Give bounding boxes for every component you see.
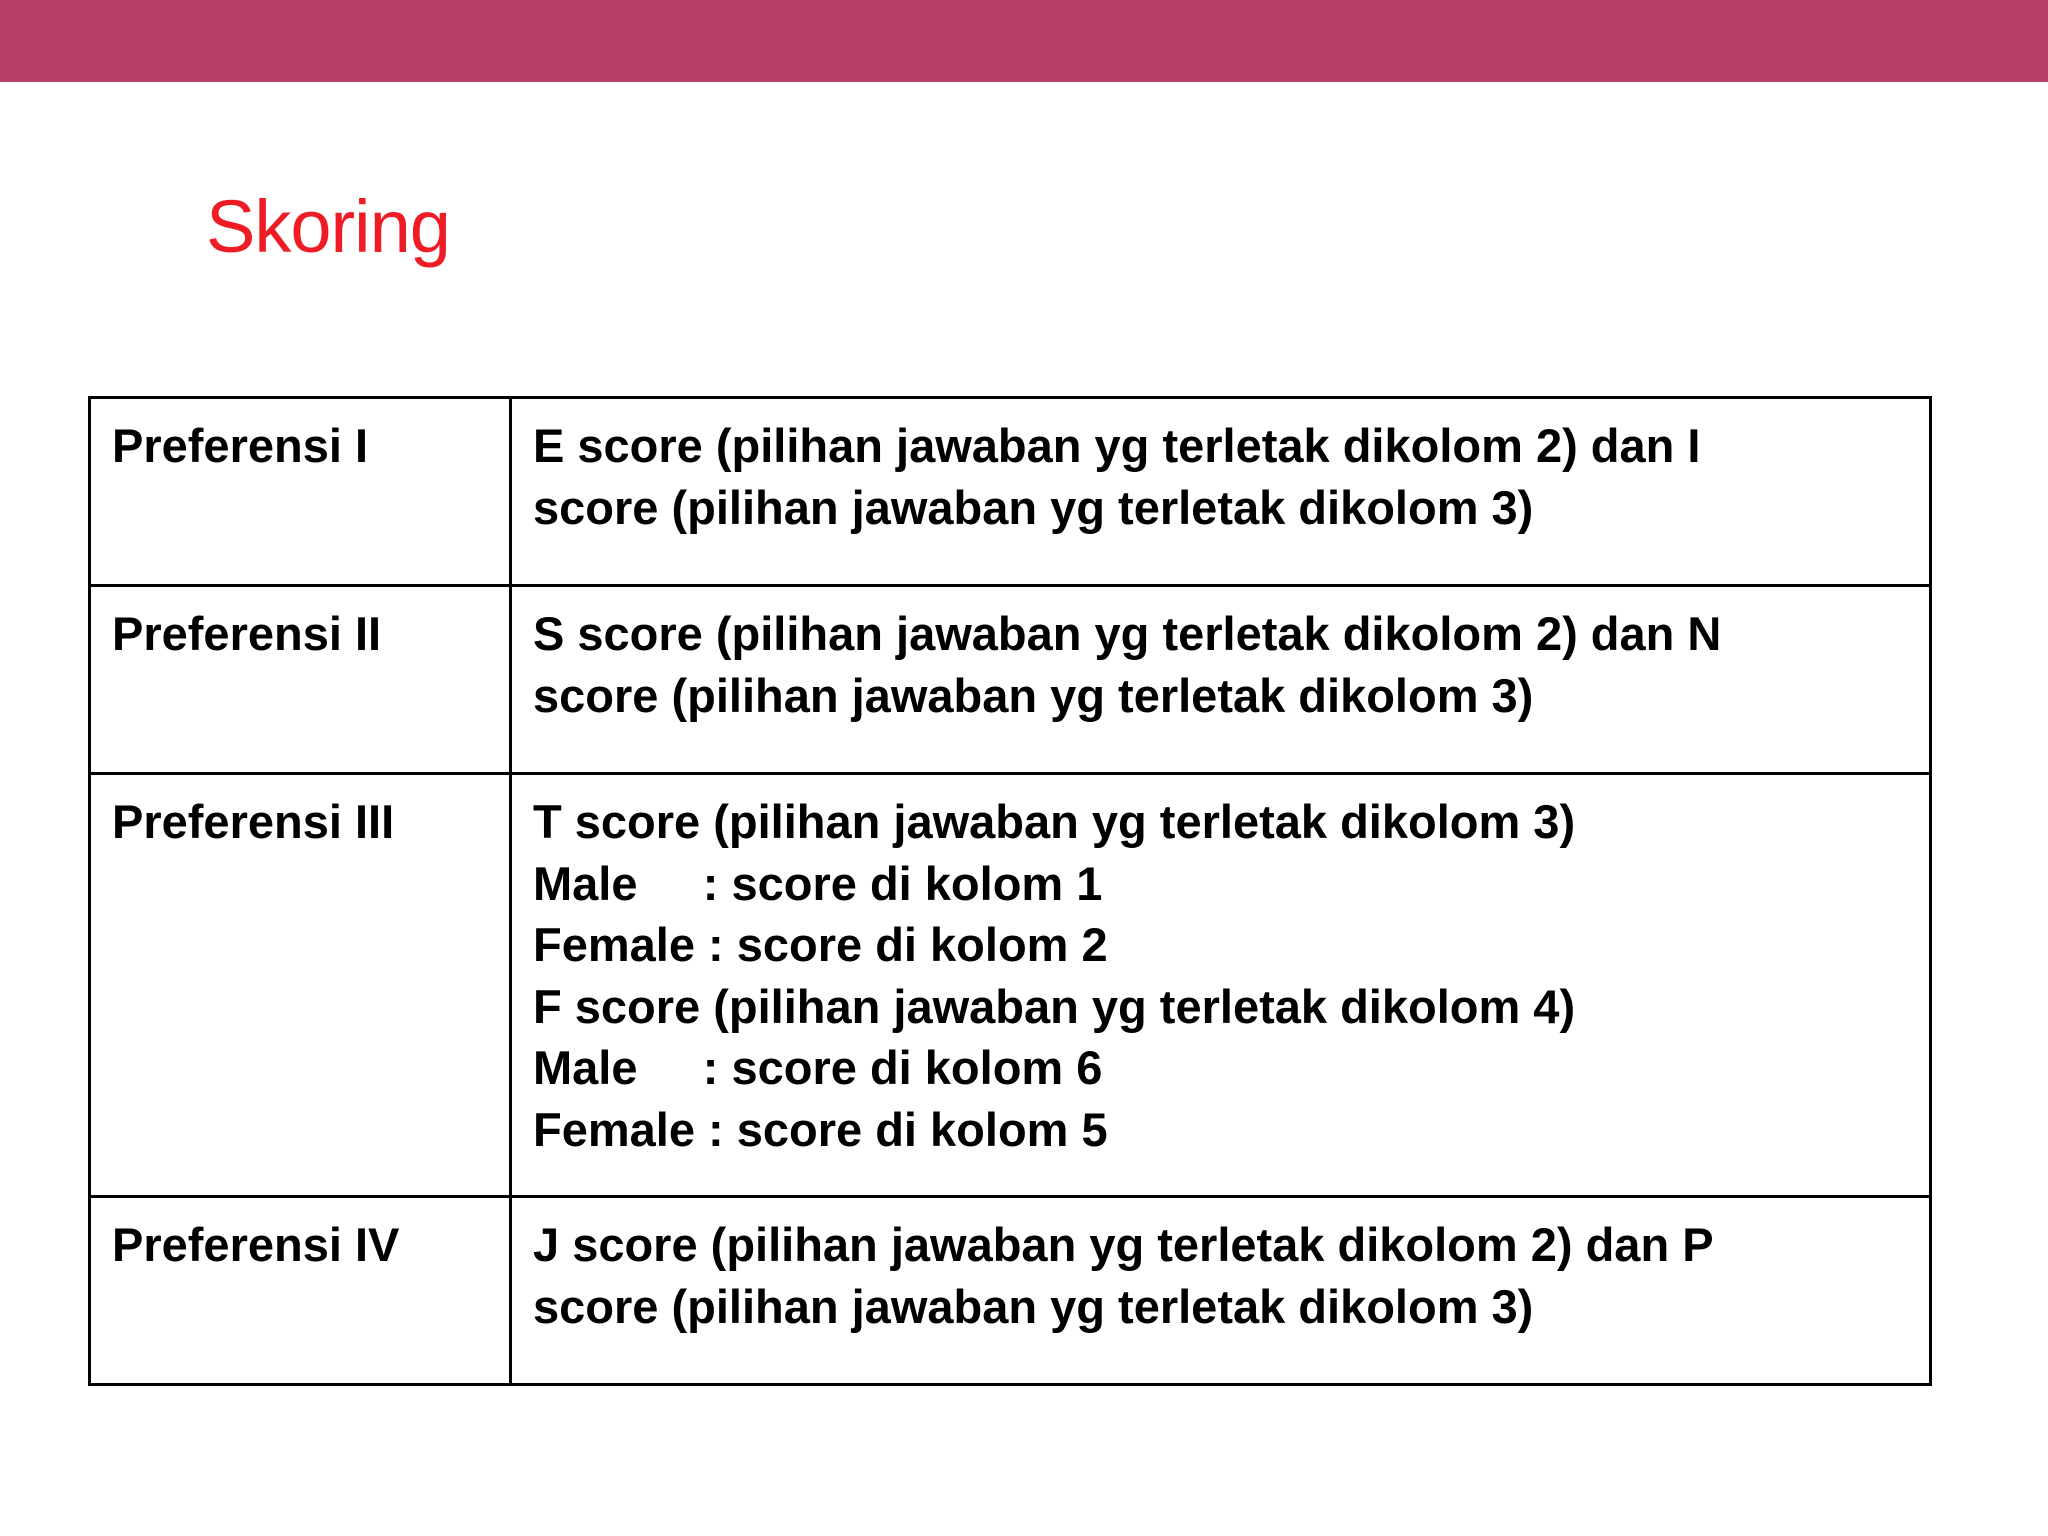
description-line: score (pilihan jawaban yg terletak dikolom 3) bbox=[533, 1279, 1534, 1333]
table-row-preferensi-4 bbox=[90, 1197, 1931, 1385]
description-line: score (pilihan jawaban yg terletak dikolom 3) bbox=[533, 668, 1534, 722]
description-line: F score (pilihan jawaban yg terletak dikolom 4) bbox=[533, 979, 1576, 1033]
description-line: E score (pilihan jawaban yg terletak dikolom 2) dan I bbox=[533, 419, 1701, 472]
preference-description bbox=[511, 774, 1931, 1197]
description-line: score (pilihan jawaban yg terletak dikolom 3) bbox=[533, 480, 1534, 534]
preference-description bbox=[511, 398, 1931, 586]
preference-label: Preferensi II bbox=[90, 586, 511, 774]
preference-description bbox=[511, 586, 1931, 774]
description-line: Female : score di kolom 2 bbox=[533, 918, 1108, 971]
description-line: S score (pilihan jawaban yg terletak dikolom 2) dan N bbox=[533, 607, 1722, 660]
slide-title: Skoring bbox=[206, 185, 450, 268]
table-row-preferensi-3 bbox=[90, 774, 1931, 1197]
description-line: T score (pilihan jawaban yg terletak dikolom 3) bbox=[533, 795, 1576, 848]
table-row-preferensi-2 bbox=[90, 586, 1931, 774]
description-line: Female : score di kolom 5 bbox=[533, 1102, 1108, 1156]
description-line: Male : score di kolom 6 bbox=[533, 1041, 1103, 1094]
description-line: Male : score di kolom 1 bbox=[533, 856, 1103, 910]
preference-description bbox=[511, 1197, 1931, 1385]
table-row-preferensi-1 bbox=[90, 398, 1931, 586]
preference-label: Preferensi III bbox=[90, 774, 511, 1197]
description-line: J score (pilihan jawaban yg terletak dikolom 2) dan P bbox=[533, 1218, 1714, 1271]
preference-label: Preferensi I bbox=[90, 398, 511, 586]
header-accent-bar bbox=[0, 0, 2048, 82]
scoring-table bbox=[88, 396, 1932, 1386]
preference-label: Preferensi IV bbox=[90, 1197, 511, 1385]
